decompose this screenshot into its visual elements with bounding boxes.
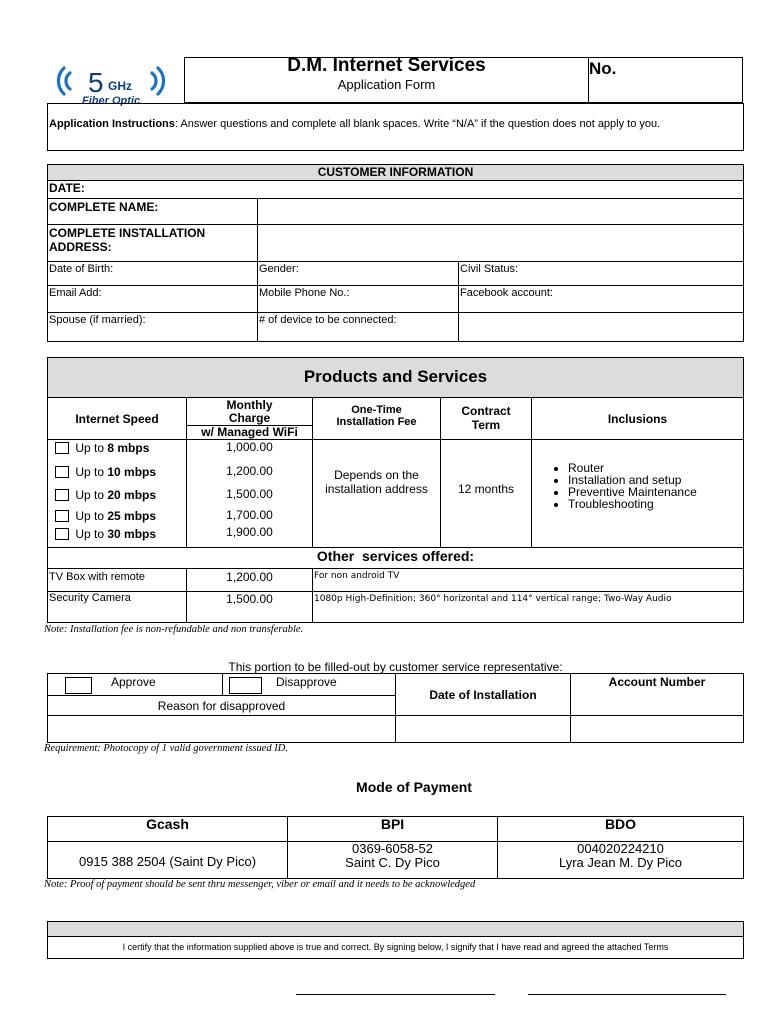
title-box [184, 57, 589, 103]
csr-approve-cell [47, 673, 223, 696]
plan-price: 1,900.00 [226, 525, 273, 539]
facebook-field[interactable] [458, 285, 744, 313]
bpi-header: BPI [287, 816, 498, 842]
dob-field[interactable] [47, 261, 258, 286]
other-services-title: Other services offered: [47, 547, 744, 569]
products-title: Products and Services [47, 357, 744, 398]
mobile-field[interactable] [257, 285, 459, 313]
plan-row-30[interactable] [55, 527, 156, 541]
plan-price: 1,000.00 [226, 440, 273, 454]
inclusions-cell [531, 439, 744, 548]
checkbox-30mbps[interactable] [55, 528, 69, 540]
plan-prefix: Up to [75, 527, 108, 541]
install-fee-cell [312, 439, 441, 548]
logo-unit: GHz [108, 79, 132, 93]
col-contract-2: Term [471, 418, 501, 432]
dob-label: Date of Birth: [49, 263, 114, 275]
plan-speed: 25 mbps [107, 509, 157, 523]
number-label: No. [589, 59, 617, 78]
inclusions-list [552, 462, 743, 510]
inclusion-item: • Router [568, 462, 743, 474]
spouse-label: Spouse (if married): [49, 314, 146, 326]
contract-cell [440, 439, 532, 548]
certify-cell [47, 936, 744, 959]
devices-empty[interactable] [458, 312, 744, 342]
certify-text: I certify that the information supplied above is true and correct. By signing below, I signify that I have read and agreed the attached Terms [122, 942, 669, 952]
col-contract-1: Contract [461, 404, 511, 418]
date-label: DATE: [49, 181, 85, 195]
checkbox-approve[interactable] [65, 677, 92, 694]
checkbox-20mbps[interactable] [55, 489, 69, 501]
wifi-logo-icon [50, 56, 176, 106]
page-subtitle: Application Form [337, 77, 436, 92]
bpi-number: 0369-6058-52 [352, 841, 433, 856]
checkbox-25mbps[interactable] [55, 510, 69, 522]
other-name: TV Box with remote [47, 568, 187, 592]
email-label: Email Add: [49, 287, 102, 299]
bpi-name: Saint C. Dy Pico [345, 855, 440, 870]
other-price: 1,200.00 [186, 568, 313, 592]
mobile-label: Mobile Phone No.: [259, 287, 350, 299]
install-note: Note: Installation fee is non-refundable and non transferable. [44, 624, 304, 635]
install-fee-1: Depends on the [334, 468, 419, 482]
reason-label: Reason for disapproved [47, 695, 396, 716]
other-name: Security Camera [47, 591, 187, 623]
checkbox-8mbps[interactable] [55, 442, 69, 454]
other-desc-cell [312, 568, 744, 592]
logo [50, 56, 176, 106]
col-install [312, 397, 441, 440]
gcash-value-cell [47, 841, 288, 879]
date-install-label: Date of Installation [395, 673, 571, 716]
install-fee-2: installation address [325, 482, 428, 496]
inclusion-item: • Troubleshooting [568, 498, 743, 510]
plan-speed: 8 mbps [107, 441, 150, 455]
plan-row-25[interactable] [55, 509, 156, 523]
contract-value: 12 months [457, 482, 515, 496]
col-install-2: Installation Fee [336, 416, 417, 428]
bdo-number: 004020224210 [577, 841, 664, 856]
plan-prefix: Up to [75, 488, 108, 502]
payment-title: Mode of Payment [356, 779, 472, 795]
plan-speed: 10 mbps [107, 465, 157, 479]
page-title: D.M. Internet Services [287, 55, 486, 76]
bdo-header: BDO [497, 816, 744, 842]
payment-note: Note: Proof of payment should be sent thru messenger, viber or email and it needs to be acknowledged [44, 879, 476, 890]
col-monthly-2: Charge [228, 411, 271, 425]
plan-price: 1,200.00 [226, 464, 273, 478]
other-price: 1,500.00 [186, 591, 313, 623]
logo-sub: Fiber Optic [82, 95, 141, 106]
plan-prefix: Up to [75, 509, 108, 523]
csr-disapprove-cell [222, 673, 396, 696]
instructions [47, 103, 744, 151]
col-contract [440, 397, 532, 440]
plan-speed: 20 mbps [107, 488, 157, 502]
instructions-label: Application Instructions [49, 118, 175, 130]
facebook-label: Facebook account: [460, 287, 553, 299]
spouse-field[interactable] [47, 312, 258, 342]
col-monthly-3: w/ Managed WiFi [187, 425, 312, 439]
col-speed-label: Internet Speed [75, 412, 159, 426]
other-desc-cell [312, 591, 744, 623]
col-inclusions [531, 397, 744, 440]
customer-section-title: CUSTOMER INFORMATION [47, 164, 744, 181]
logo-big: 5 [88, 67, 104, 98]
col-inclusions-label: Inclusions [607, 412, 668, 426]
certify-bar [47, 921, 744, 937]
number-box [588, 57, 743, 103]
inclusion-item: • Installation and setup [568, 474, 743, 486]
plan-row-8[interactable] [55, 441, 149, 455]
plan-speed: 30 mbps [107, 527, 157, 541]
account-field[interactable] [570, 715, 744, 743]
col-speed [47, 397, 187, 440]
other-desc: 1080p High-Definition; 360° horizontal and 114° vertical range; Two-Way Audio [314, 594, 672, 604]
disapprove-label: Disapprove [276, 675, 337, 689]
plan-price: 1,500.00 [226, 487, 273, 501]
checkbox-10mbps[interactable] [55, 466, 69, 478]
requirement-note: Requirement: Photocopy of 1 valid government issued ID. [44, 743, 288, 754]
instructions-text: : Answer questions and complete all blank spaces. Write “N/A” if the question does not apply to you. [174, 118, 661, 130]
email-field[interactable] [47, 285, 258, 313]
gender-field[interactable] [257, 261, 459, 286]
plan-prefix: Up to [75, 465, 108, 479]
address-field[interactable] [257, 224, 744, 262]
devices-label: # of device to be connected: [259, 314, 397, 326]
gcash-value: 0915 388 2504 (Saint Dy Pico) [78, 854, 257, 869]
other-desc: For non android TV [314, 571, 400, 581]
plan-row-10[interactable] [55, 465, 156, 479]
civil-field[interactable] [458, 261, 744, 286]
col-install-1: One-Time [351, 404, 402, 416]
signature-line-2[interactable] [528, 994, 726, 995]
name-field[interactable] [257, 198, 744, 225]
col-monthly-1: Monthly [226, 398, 273, 412]
devices-field[interactable] [257, 312, 459, 342]
date-field[interactable] [47, 180, 744, 199]
csr-intro: This portion to be filled-out by customer service representative: [228, 660, 563, 674]
plan-price: 1,700.00 [226, 508, 273, 522]
col-monthly [186, 397, 313, 440]
inclusion-item: • Preventive Maintenance [568, 486, 743, 498]
bdo-value-cell [497, 841, 744, 879]
signature-line-1[interactable] [296, 994, 495, 995]
gcash-header: Gcash [47, 816, 288, 842]
account-label: Account Number [570, 673, 744, 716]
bpi-value-cell [287, 841, 498, 879]
bdo-name: Lyra Jean M. Dy Pico [558, 855, 683, 870]
approve-label: Approve [111, 675, 156, 689]
address-label: COMPLETE INSTALLATION ADDRESS: [47, 224, 258, 262]
checkbox-disapprove[interactable] [229, 677, 262, 694]
gender-label: Gender: [259, 263, 299, 275]
date-install-field[interactable] [395, 715, 571, 743]
name-label: COMPLETE NAME: [47, 198, 258, 225]
reason-field[interactable] [47, 715, 396, 743]
plan-row-20[interactable] [55, 488, 156, 502]
civil-label: Civil Status: [460, 263, 519, 275]
plan-prefix: Up to [75, 441, 108, 455]
